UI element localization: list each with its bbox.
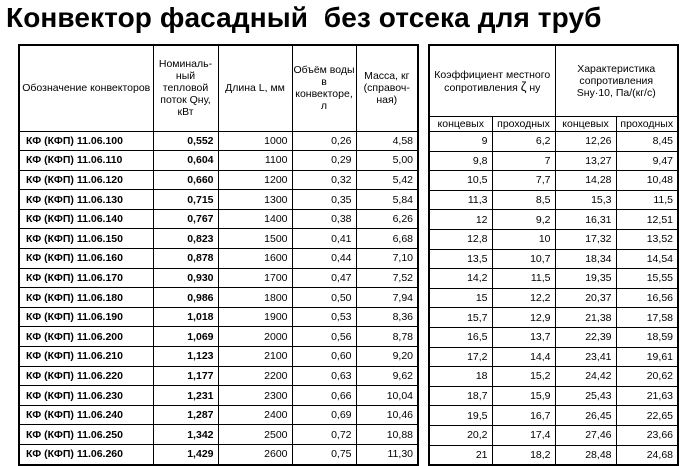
table-cell: 19,35 bbox=[555, 269, 616, 289]
table-cell: 21,38 bbox=[555, 308, 616, 328]
table-cell: 1400 bbox=[218, 209, 292, 229]
table-row bbox=[429, 288, 678, 308]
table-cell: 21,63 bbox=[616, 386, 678, 406]
table-cell: 2400 bbox=[218, 405, 292, 425]
table-row bbox=[429, 229, 678, 249]
table-cell: 16,56 bbox=[616, 288, 678, 308]
table-cell: 6,26 bbox=[356, 209, 418, 229]
table-cell: 23,41 bbox=[555, 347, 616, 367]
table-cell: КФ (КФП) 11.06.220 bbox=[19, 366, 153, 386]
table-row bbox=[19, 190, 418, 210]
table-cell: 15,2 bbox=[492, 367, 555, 387]
table-cell: 10,46 bbox=[356, 405, 418, 425]
table-cell: 20,37 bbox=[555, 288, 616, 308]
table-cell: 10 bbox=[492, 229, 555, 249]
resistance-body bbox=[429, 132, 678, 466]
table-cell: 1,231 bbox=[153, 386, 218, 406]
table-cell: 0,63 bbox=[292, 366, 356, 386]
table-cell: 1,018 bbox=[153, 307, 218, 327]
table-cell: 0,32 bbox=[292, 170, 356, 190]
zeta-symbol: ζ bbox=[520, 78, 527, 94]
table-cell: 2600 bbox=[218, 445, 292, 465]
table-cell: 13,7 bbox=[492, 327, 555, 347]
table-cell: 0,823 bbox=[153, 229, 218, 249]
table-cell: 12 bbox=[429, 210, 492, 230]
table-cell: 0,41 bbox=[292, 229, 356, 249]
table-cell: 1,342 bbox=[153, 425, 218, 445]
table-cell: 0,878 bbox=[153, 249, 218, 269]
table-cell: 1,177 bbox=[153, 366, 218, 386]
header-volume: Объём воды в конвекторе, л bbox=[292, 45, 356, 131]
table-row bbox=[19, 307, 418, 327]
table-cell: 24,68 bbox=[616, 445, 678, 465]
header-resistance-characteristic-label: Характеристика сопротивления bbox=[577, 63, 656, 87]
table-cell: 1,123 bbox=[153, 347, 218, 367]
table-cell: КФ (КФП) 11.06.200 bbox=[19, 327, 153, 347]
table-cell: 8,5 bbox=[492, 190, 555, 210]
table-cell: 15,9 bbox=[492, 386, 555, 406]
table-row bbox=[19, 170, 418, 190]
resistance-table bbox=[428, 44, 679, 466]
table-cell: 2200 bbox=[218, 366, 292, 386]
table-cell: 15,55 bbox=[616, 269, 678, 289]
table-cell: 1100 bbox=[218, 151, 292, 171]
table-row bbox=[429, 210, 678, 230]
table-cell: 1800 bbox=[218, 288, 292, 308]
table-cell: 7,7 bbox=[492, 171, 555, 191]
table-cell: 12,26 bbox=[555, 132, 616, 152]
table-cell: 24,42 bbox=[555, 367, 616, 387]
table-cell: 0,50 bbox=[292, 288, 356, 308]
table-cell: 0,26 bbox=[292, 131, 356, 151]
table-cell: КФ (КФП) 11.06.150 bbox=[19, 229, 153, 249]
zeta-subscript: ну bbox=[529, 81, 541, 94]
table-row bbox=[19, 327, 418, 347]
table-cell: 9 bbox=[429, 132, 492, 152]
table-cell: 9,47 bbox=[616, 151, 678, 171]
header-pass-coef: проходных bbox=[492, 117, 555, 132]
table-row bbox=[429, 308, 678, 328]
table-row bbox=[429, 406, 678, 426]
table-cell: 25,43 bbox=[555, 386, 616, 406]
header-designation: Обозначение конвекторов bbox=[19, 45, 153, 131]
header-resistance-characteristic bbox=[555, 45, 678, 117]
table-cell: 8,36 bbox=[356, 307, 418, 327]
table-cell: КФ (КФП) 11.06.250 bbox=[19, 425, 153, 445]
table-cell: 6,68 bbox=[356, 229, 418, 249]
table-row bbox=[19, 151, 418, 171]
table-cell: 14,28 bbox=[555, 171, 616, 191]
table-cell: 5,84 bbox=[356, 190, 418, 210]
table-cell: 0,930 bbox=[153, 268, 218, 288]
table-cell: 12,51 bbox=[616, 210, 678, 230]
table-row bbox=[19, 268, 418, 288]
table-cell: 5,42 bbox=[356, 170, 418, 190]
header-local-resistance bbox=[429, 45, 555, 117]
table-cell: 0,44 bbox=[292, 249, 356, 269]
table-cell: КФ (КФП) 11.06.170 bbox=[19, 268, 153, 288]
table-cell: 2000 bbox=[218, 327, 292, 347]
table-row bbox=[429, 249, 678, 269]
table-cell: 0,660 bbox=[153, 170, 218, 190]
table-cell: 12,9 bbox=[492, 308, 555, 328]
table-cell: 11,5 bbox=[492, 269, 555, 289]
table-cell: 0,604 bbox=[153, 151, 218, 171]
table-cell: 14,54 bbox=[616, 249, 678, 269]
table-cell: 0,66 bbox=[292, 386, 356, 406]
table-cell: 0,767 bbox=[153, 209, 218, 229]
table-cell: КФ (КФП) 11.06.260 bbox=[19, 445, 153, 465]
header-resistance-formula: Sну·10, Па/(кг/с) bbox=[576, 87, 656, 99]
table-cell: 8,45 bbox=[616, 132, 678, 152]
table-cell: КФ (КФП) 11.06.240 bbox=[19, 405, 153, 425]
table-cell: 26,45 bbox=[555, 406, 616, 426]
table-row bbox=[429, 367, 678, 387]
table-cell: 20,2 bbox=[429, 425, 492, 445]
table-row bbox=[19, 366, 418, 386]
table-row bbox=[429, 190, 678, 210]
table-cell: 15 bbox=[429, 288, 492, 308]
table-cell: 2500 bbox=[218, 425, 292, 445]
table-cell: 16,7 bbox=[492, 406, 555, 426]
header-end-char: концевых bbox=[555, 117, 616, 132]
table-cell: 11,3 bbox=[429, 190, 492, 210]
table-cell: 12,8 bbox=[429, 229, 492, 249]
table-cell: КФ (КФП) 11.06.110 bbox=[19, 151, 153, 171]
table-row bbox=[19, 425, 418, 445]
table-cell: 10,5 bbox=[429, 171, 492, 191]
table-cell: 22,65 bbox=[616, 406, 678, 426]
table-cell: 1700 bbox=[218, 268, 292, 288]
header-length: Длина L, мм bbox=[218, 45, 292, 131]
table-cell: 2300 bbox=[218, 386, 292, 406]
table-cell: 0,715 bbox=[153, 190, 218, 210]
table-cell: 13,52 bbox=[616, 229, 678, 249]
table-cell: 0,552 bbox=[153, 131, 218, 151]
table-row bbox=[429, 347, 678, 367]
table-cell: 10,88 bbox=[356, 425, 418, 445]
table-cell: КФ (КФП) 11.06.120 bbox=[19, 170, 153, 190]
table-cell: 6,2 bbox=[492, 132, 555, 152]
table-cell: КФ (КФП) 11.06.130 bbox=[19, 190, 153, 210]
table-cell: КФ (КФП) 11.06.210 bbox=[19, 347, 153, 367]
table-cell: 1500 bbox=[218, 229, 292, 249]
table-cell: 18,34 bbox=[555, 249, 616, 269]
table-cell: 17,58 bbox=[616, 308, 678, 328]
table-cell: КФ (КФП) 11.06.100 bbox=[19, 131, 153, 151]
table-cell: КФ (КФП) 11.06.160 bbox=[19, 249, 153, 269]
table-cell: 10,7 bbox=[492, 249, 555, 269]
table-cell: 23,66 bbox=[616, 425, 678, 445]
table-cell: 10,48 bbox=[616, 171, 678, 191]
table-cell: 18,2 bbox=[492, 445, 555, 465]
table-cell: 12,2 bbox=[492, 288, 555, 308]
table-cell: 1200 bbox=[218, 170, 292, 190]
table-cell: 2100 bbox=[218, 347, 292, 367]
table-cell: 10,04 bbox=[356, 386, 418, 406]
table-cell: 1,287 bbox=[153, 405, 218, 425]
table-cell: 18,59 bbox=[616, 327, 678, 347]
table-cell: 20,62 bbox=[616, 367, 678, 387]
table-cell: 27,46 bbox=[555, 425, 616, 445]
table-cell: 5,00 bbox=[356, 151, 418, 171]
table-row bbox=[19, 249, 418, 269]
table-row bbox=[429, 171, 678, 191]
table-cell: 9,20 bbox=[356, 347, 418, 367]
table-cell: 0,75 bbox=[292, 445, 356, 465]
header-pass-char: проходных bbox=[616, 117, 678, 132]
table-cell: 4,58 bbox=[356, 131, 418, 151]
convector-specs-body bbox=[19, 131, 418, 465]
table-cell: 8,78 bbox=[356, 327, 418, 347]
table-cell: 28,48 bbox=[555, 445, 616, 465]
table-cell: 13,27 bbox=[555, 151, 616, 171]
table-cell: 15,3 bbox=[555, 190, 616, 210]
table-cell: 11,5 bbox=[616, 190, 678, 210]
table-cell: 13,5 bbox=[429, 249, 492, 269]
table-cell: 1600 bbox=[218, 249, 292, 269]
table-cell: 7,52 bbox=[356, 268, 418, 288]
table-cell: 0,72 bbox=[292, 425, 356, 445]
table-cell: КФ (КФП) 11.06.180 bbox=[19, 288, 153, 308]
table-cell: 0,53 bbox=[292, 307, 356, 327]
table-cell: 17,32 bbox=[555, 229, 616, 249]
page-title: Конвектор фасадный без отсека для труб bbox=[6, 2, 602, 33]
table-row bbox=[429, 445, 678, 465]
table-cell: 15,7 bbox=[429, 308, 492, 328]
table-cell: 0,56 bbox=[292, 327, 356, 347]
table-cell: 22,39 bbox=[555, 327, 616, 347]
table-cell: 16,31 bbox=[555, 210, 616, 230]
header-end-coef: концевых bbox=[429, 117, 492, 132]
table-row bbox=[429, 151, 678, 171]
table-cell: 0,69 bbox=[292, 405, 356, 425]
table-row bbox=[429, 269, 678, 289]
table-cell: 9,8 bbox=[429, 151, 492, 171]
table-cell: 7 bbox=[492, 151, 555, 171]
table-cell: 19,61 bbox=[616, 347, 678, 367]
table-cell: 9,2 bbox=[492, 210, 555, 230]
table-cell: КФ (КФП) 11.06.140 bbox=[19, 209, 153, 229]
table-cell: 0,60 bbox=[292, 347, 356, 367]
table-row bbox=[19, 288, 418, 308]
table-cell: 0,35 bbox=[292, 190, 356, 210]
table-cell: 11,30 bbox=[356, 445, 418, 465]
table-cell: 16,5 bbox=[429, 327, 492, 347]
table-row bbox=[19, 386, 418, 406]
table-cell: 0,986 bbox=[153, 288, 218, 308]
table-cell: 7,94 bbox=[356, 288, 418, 308]
table-cell: КФ (КФП) 11.06.190 bbox=[19, 307, 153, 327]
table-row bbox=[19, 445, 418, 465]
convector-specs-table bbox=[18, 44, 419, 466]
table-cell: 17,2 bbox=[429, 347, 492, 367]
table-cell: 7,10 bbox=[356, 249, 418, 269]
table-cell: 14,4 bbox=[492, 347, 555, 367]
table-row bbox=[19, 209, 418, 229]
table-row bbox=[429, 327, 678, 347]
table-cell: 18 bbox=[429, 367, 492, 387]
table-cell: 1900 bbox=[218, 307, 292, 327]
table-cell: 1300 bbox=[218, 190, 292, 210]
table-row bbox=[19, 229, 418, 249]
table-cell: 17,4 bbox=[492, 425, 555, 445]
table-cell: КФ (КФП) 11.06.230 bbox=[19, 386, 153, 406]
table-cell: 9,62 bbox=[356, 366, 418, 386]
table-row bbox=[19, 131, 418, 151]
table-cell: 18,7 bbox=[429, 386, 492, 406]
table-row bbox=[19, 347, 418, 367]
table-cell: 21 bbox=[429, 445, 492, 465]
table-cell: 1,069 bbox=[153, 327, 218, 347]
table-cell: 14,2 bbox=[429, 269, 492, 289]
table-cell: 0,47 bbox=[292, 268, 356, 288]
table-cell: 0,38 bbox=[292, 209, 356, 229]
header-power: Номиналь-ный тепловой поток Qну, кВт bbox=[153, 45, 218, 131]
header-local-resistance-label: Коэффициент местного сопротивления bbox=[434, 68, 551, 94]
table-row bbox=[429, 386, 678, 406]
table-cell: 1000 bbox=[218, 131, 292, 151]
table-row bbox=[429, 425, 678, 445]
table-cell: 1,429 bbox=[153, 445, 218, 465]
table-row bbox=[429, 132, 678, 152]
header-mass: Масса, кг (справоч-ная) bbox=[356, 45, 418, 131]
table-cell: 0,29 bbox=[292, 151, 356, 171]
table-row bbox=[19, 405, 418, 425]
table-cell: 19,5 bbox=[429, 406, 492, 426]
